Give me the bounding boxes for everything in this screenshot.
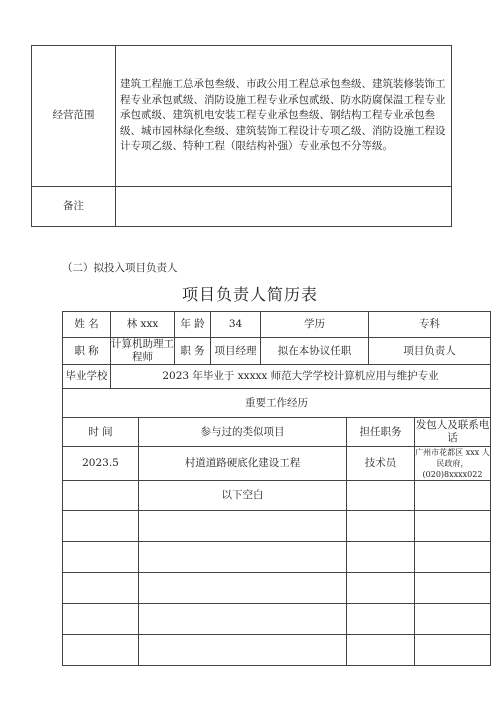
- table-row: [63, 447, 491, 481]
- row-time: [63, 542, 139, 573]
- column-header: 参与过的类似项目: [139, 418, 347, 447]
- row-time: [63, 635, 139, 666]
- resume-row-title: [63, 338, 491, 365]
- business-scope-row: [32, 46, 452, 187]
- title-label: 职 称: [63, 338, 111, 365]
- remarks-value: [116, 187, 452, 227]
- row-project: [139, 573, 347, 604]
- remarks-row: [32, 187, 452, 227]
- name-value: 林 xxx: [111, 312, 175, 338]
- row-role: [347, 604, 415, 635]
- row-project: 以下空白: [139, 481, 347, 511]
- row-project: 村道道路硬底化建设工程: [139, 447, 347, 481]
- proposed-role-value: 项目负责人: [369, 338, 491, 365]
- table-row: [63, 573, 491, 604]
- column-header: 时 间: [63, 418, 139, 447]
- name-label: 姓 名: [63, 312, 111, 338]
- row-project: [139, 604, 347, 635]
- row-role: [347, 635, 415, 666]
- qualification-table: [31, 45, 452, 227]
- column-header: 担任职务: [347, 418, 415, 447]
- section-heading: （二）拟投入项目负责人: [62, 262, 178, 274]
- table-row: [63, 481, 491, 511]
- column-header: 发包人及联系电话: [415, 418, 491, 447]
- table-row: [63, 604, 491, 635]
- row-time: [63, 481, 139, 511]
- row-contact: [415, 635, 491, 666]
- resume-row-name: [63, 312, 491, 338]
- business-scope-label: 经营范围: [32, 46, 116, 187]
- position-label: 职 务: [175, 338, 211, 365]
- school-label: 毕业学校: [63, 365, 111, 389]
- row-role: [347, 542, 415, 573]
- row-role: [347, 511, 415, 542]
- experience-header-row: [63, 418, 491, 447]
- experience-heading-row: [63, 389, 491, 418]
- row-time: [63, 573, 139, 604]
- page-title: 项目负责人简历表: [181, 285, 318, 304]
- age-value: 34: [211, 312, 261, 338]
- row-role: [347, 573, 415, 604]
- table-row: [63, 542, 491, 573]
- education-label: 学历: [261, 312, 369, 338]
- row-project: [139, 635, 347, 666]
- proposed-role-label: 拟在本协议任职: [261, 338, 369, 365]
- row-contact: [415, 604, 491, 635]
- position-value: 项目经理: [211, 338, 261, 365]
- row-project: [139, 542, 347, 573]
- row-time: [63, 604, 139, 635]
- education-value: 专科: [369, 312, 491, 338]
- row-contact: [415, 511, 491, 542]
- row-contact: [415, 481, 491, 511]
- experience-heading: 重要工作经历: [63, 389, 491, 418]
- age-label: 年 龄: [175, 312, 211, 338]
- title-value: 计算机助理工程师: [111, 338, 174, 363]
- row-time: [63, 511, 139, 542]
- remarks-label: 备注: [32, 187, 116, 227]
- resume-table: [62, 311, 491, 666]
- row-contact: [415, 573, 491, 604]
- row-contact: 广州市花都区 xxx 人民政府，(020)8xxxx022: [415, 448, 490, 479]
- row-project: [139, 511, 347, 542]
- table-row: [63, 635, 491, 666]
- resume-row-school: [63, 365, 491, 389]
- row-time: 2023.5: [63, 447, 139, 481]
- business-scope-text: 建筑工程施工总承包叁级、市政公用工程总承包叁级、建筑装修装饰工程专业承包贰级、消防设施工程专业承包贰级、防水防腐保温工程专业承包贰级、建筑机电安装工程专业承包叁级、钢结构工程专业承包叁级、城市园林绿化叁级、建筑装饰工程设计专项乙级、消防设施工程设计专项乙级、特种工程（限结构补强）专业承包不分等级。: [116, 46, 452, 187]
- row-role: [347, 481, 415, 511]
- table-row: [63, 511, 491, 542]
- school-value: 2023 年毕业于 xxxxx 师范大学学校计算机应用与维护专业: [111, 365, 491, 389]
- row-role: 技术员: [347, 447, 415, 481]
- row-contact: [415, 542, 491, 573]
